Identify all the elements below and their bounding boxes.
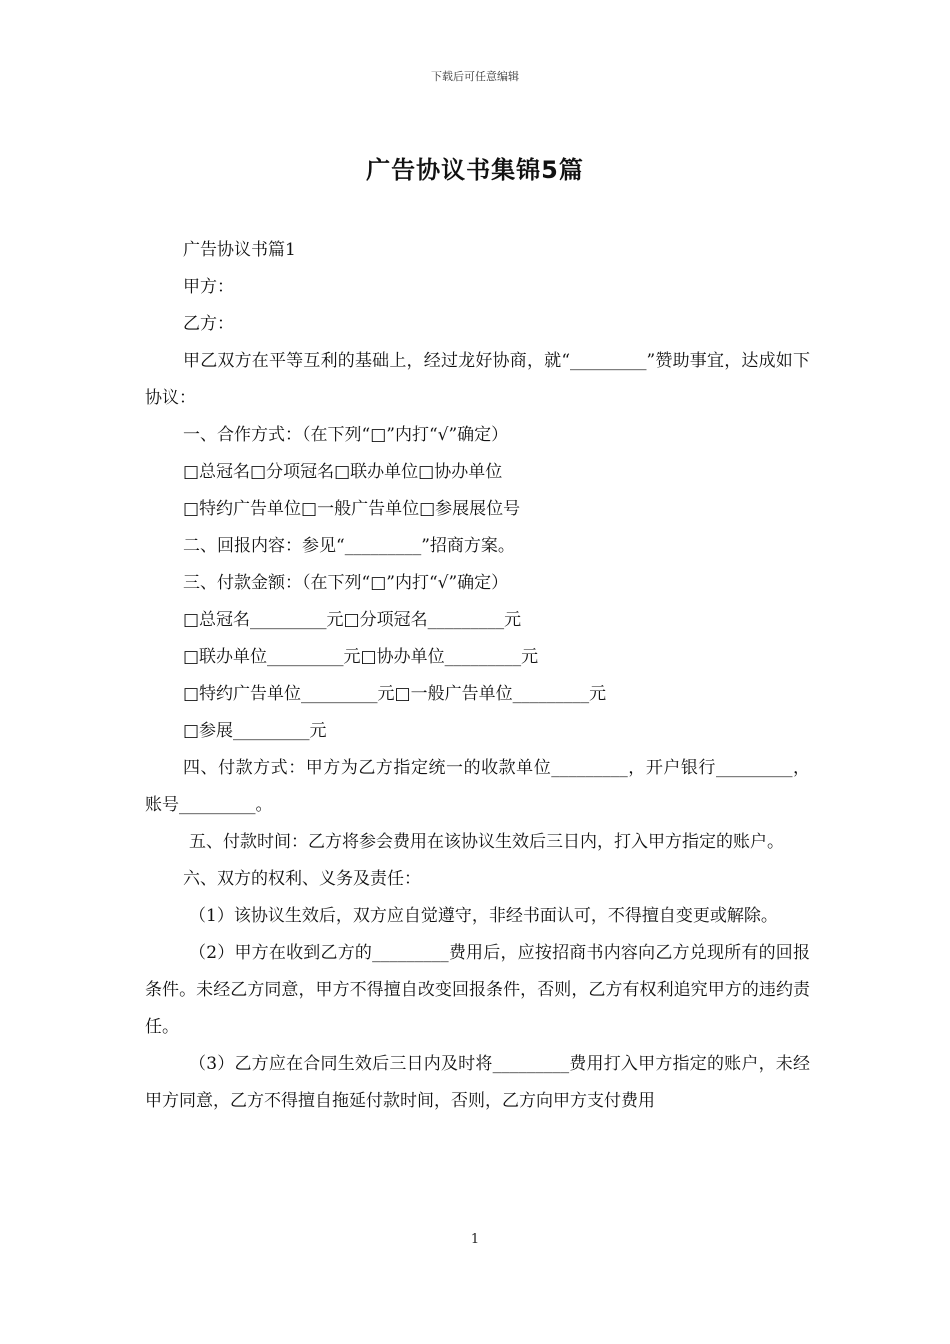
checkbox-line: □联办单位_________元□协办单位_________元 — [183, 647, 539, 667]
clause-cooperation: 一、合作方式：（在下列“□”内打“√”确定） — [183, 425, 509, 445]
checkbox-line: □参展_________元 — [183, 721, 327, 741]
sub-clause: （3）乙方应在合同生效后三日内及时将_________费用打入甲方指定的账户，未经甲方同意，乙方不得擅自拖延付款时间，否则，乙方向甲方支付费用 — [145, 1054, 810, 1111]
checkbox-line: □特约广告单位□一般广告单位□参展展位号 — [183, 499, 521, 519]
clause-rights: 六、双方的权利、义务及责任： — [183, 869, 421, 889]
header-note: 下载后可任意编辑 — [431, 70, 519, 83]
page-number: 1 — [470, 1232, 480, 1247]
clause-return: 二、回报内容：参见“_________”招商方案。 — [183, 536, 515, 556]
checkbox-line: □总冠名□分项冠名□联办单位□协办单位 — [183, 462, 503, 482]
checkbox-line: □总冠名_________元□分项冠名_________元 — [183, 610, 522, 630]
clause-amount: 三、付款金额：（在下列“□”内打“√”确定） — [183, 573, 509, 593]
document-body — [145, 232, 810, 1120]
intro-paragraph: 甲乙双方在平等互利的基础上，经过龙好协商，就“_________”赞助事宜，达成如下协议： — [145, 351, 810, 408]
checkbox-line: □特约广告单位_________元□一般广告单位_________元 — [183, 684, 607, 704]
sub-clause: （2）甲方在收到乙方的_________费用后，应按招商书内容向乙方兑现所有的回报条件。未经乙方同意，甲方不得擅自改变回报条件，否则，乙方有权利追究甲方的违约责任。 — [145, 943, 810, 1037]
clause-payment-method: 四、付款方式：甲方为乙方指定统一的收款单位_________，开户银行_________，账号_________。 — [145, 758, 810, 815]
sub-clause: （1）该协议生效后，双方应自觉遵守，非经书面认可，不得擅自变更或解除。 — [189, 906, 778, 926]
party-b-line: 乙方： — [183, 314, 234, 334]
section-heading: 广告协议书篇1 — [183, 240, 296, 260]
party-a-line: 甲方： — [183, 277, 234, 297]
clause-payment-time: 五、付款时间：乙方将参会费用在该协议生效后三日内，打入甲方指定的账户。 — [189, 832, 784, 852]
document-title: 广告协议书集锦5篇 — [366, 156, 584, 184]
